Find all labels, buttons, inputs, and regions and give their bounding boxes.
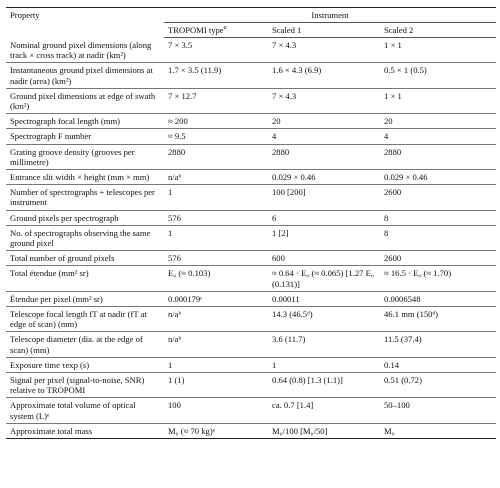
property-cell: Approximate total volume of optical system (L)ᵉ [6,398,164,423]
value-cell: 14.3 (46.5ᵈ) [268,306,380,331]
value-cell: 1.6 × 4.3 (6.9) [268,63,380,88]
property-cell: Instantaneous ground pixel dimensions at nadir (area) (km²) [6,63,164,88]
table-row [6,144,496,169]
value-cell: 20 [380,114,496,129]
value-cell: 4 [380,129,496,144]
value-cell: n/aᵇ [164,332,268,357]
value-cell: 0.14 [380,357,496,372]
value-cell: 1.7 × 3.5 (11.9) [164,63,268,88]
table-row [6,185,496,210]
value-cell: 20 [268,114,380,129]
header-row-group [6,8,496,23]
value-cell: 100 [164,398,268,423]
value-cell: 1 [268,357,380,372]
value-cell: M₀ [380,423,496,438]
table-row [6,169,496,184]
value-cell: 3.6 (11.7) [268,332,380,357]
value-cell: 7 × 4.3 [268,88,380,113]
value-cell: 6 [268,210,380,225]
header-scaled-2: Scaled 2 [380,23,496,38]
property-cell: Number of spectrographs + telescopes per instrument [6,185,164,210]
value-cell: 2600 [380,251,496,266]
value-cell: 576 [164,251,268,266]
property-cell: Étendue per pixel (mm² sr) [6,291,164,306]
value-cell: 1 [164,225,268,250]
value-cell: 0.64 (0.8) [1.3 (1.1)] [268,372,380,397]
value-cell: 0.000179ᶜ [164,291,268,306]
property-cell: Telescope diameter (dia. at the edge of scan) (mm) [6,332,164,357]
value-cell: 576 [164,210,268,225]
value-cell: n/aᵇ [164,169,268,184]
table-row [6,291,496,306]
table-row [6,88,496,113]
property-cell: Ground pixel dimensions at edge of swath (km²) [6,88,164,113]
value-cell: 1 (1) [164,372,268,397]
table-row [6,423,496,438]
property-cell: Approximate total mass [6,423,164,438]
property-cell: Signal per pixel (signal-to-noise, SNR) relative to TROPOMI [6,372,164,397]
instrument-comparison-table [6,7,496,439]
value-cell: 50–100 [380,398,496,423]
value-cell: M₀ (≈ 70 kg)ᵉ [164,423,268,438]
value-cell: 7 × 4.3 [268,38,380,63]
value-cell: E₀ (≈ 0.103) [164,266,268,291]
property-cell: Total number of ground pixels [6,251,164,266]
value-cell: 7 × 3.5 [164,38,268,63]
value-cell: ca. 0.7 [1.4] [268,398,380,423]
value-cell: 0.029 × 0.46 [380,169,496,184]
value-cell: 0.029 × 0.46 [268,169,380,184]
value-cell: 8 [380,210,496,225]
property-cell: Spectrograph focal length (mm) [6,114,164,129]
table-row [6,251,496,266]
value-cell: 1 [164,185,268,210]
header-scaled-1: Scaled 1 [268,23,380,38]
value-cell: 1 × 1 [380,88,496,113]
value-cell: 100 [200] [268,185,380,210]
table-row [6,398,496,423]
value-cell: 600 [268,251,380,266]
table-row [6,114,496,129]
value-cell: 0.0006548 [380,291,496,306]
property-cell: Telescope focal length fT at nadir (fT at edge of scan) (mm) [6,306,164,331]
value-cell: 46.1 mm (150ᵈ) [380,306,496,331]
value-cell: 2880 [268,144,380,169]
table-row [6,372,496,397]
table-row [6,63,496,88]
table-row [6,266,496,291]
table-row [6,357,496,372]
value-cell: 2880 [380,144,496,169]
value-cell: 2600 [380,185,496,210]
table-row [6,306,496,331]
header-tropomi-label: TROPOMI type [168,25,224,36]
value-cell: ≈ 9.5 [164,129,268,144]
table-row [6,225,496,250]
value-cell: 11.5 (37.4) [380,332,496,357]
table-row [6,210,496,225]
property-cell: Nominal ground pixel dimensions (along track × cross track) at nadir (km²) [6,38,164,63]
header-tropomi-type [164,23,268,38]
property-cell: Grating groove density (grooves per millimetre) [6,144,164,169]
property-cell: Entrance slit width × height (mm × mm) [6,169,164,184]
value-cell: ≈ 200 [164,114,268,129]
header-property: Property [6,8,164,38]
value-cell: 1 [2] [268,225,380,250]
value-cell: M₀/100 [M₀/50] [268,423,380,438]
value-cell: 1 × 1 [380,38,496,63]
value-cell: 0.00011 [268,291,380,306]
value-cell: ≈ 16.5 · E₀ (≈ 1.70) [380,266,496,291]
value-cell: 2880 [164,144,268,169]
property-cell: Total étendue (mm² sr) [6,266,164,291]
property-cell: Ground pixels per spectrograph [6,210,164,225]
table-row [6,129,496,144]
value-cell: 0.5 × 1 (0.5) [380,63,496,88]
table-row [6,38,496,63]
value-cell: 1 [164,357,268,372]
header-instrument: Instrument [164,8,496,23]
value-cell: ≈ 0.64 · E₀ (≈ 0.065) [1.27 E₀ (0.131)] [268,266,380,291]
table-row [6,332,496,357]
header-tropomi-note: a [223,25,227,32]
value-cell: 8 [380,225,496,250]
property-cell: Spectrograph F number [6,129,164,144]
property-cell: No. of spectrographs observing the same ground pixel [6,225,164,250]
value-cell: 7 × 12.7 [164,88,268,113]
value-cell: 0.51 (0.72) [380,372,496,397]
value-cell: n/aᵇ [164,306,268,331]
property-cell: Exposure time τexp (s) [6,357,164,372]
value-cell: 4 [268,129,380,144]
